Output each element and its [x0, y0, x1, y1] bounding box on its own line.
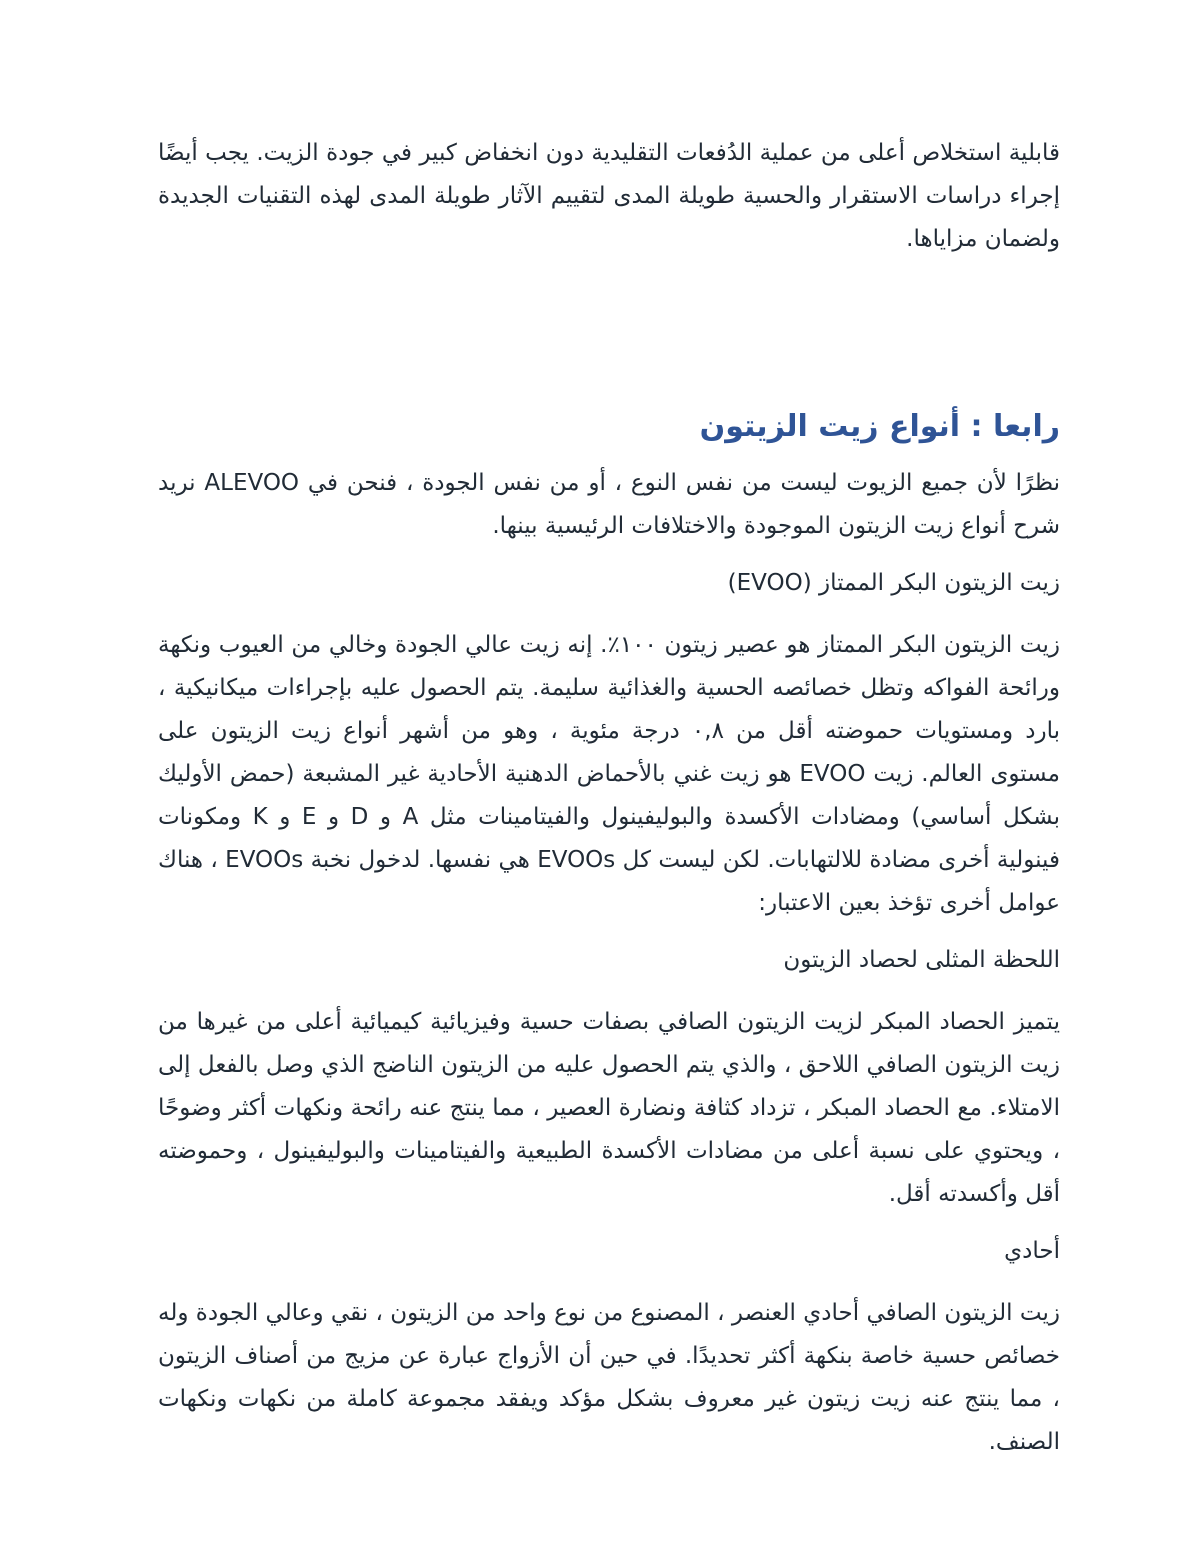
intro-paragraph: نظرًا لأن جميع الزيوت ليست من نفس النوع ، أو من نفس الجودة ، فنحن في ALEVOO نريد شرح أنواع زيت الزيتون الموجودة والاختلافات الرئيسية بينها. — [158, 470, 1060, 539]
subsection-title-harvest-moment: اللحظة المثلى لحصاد الزيتون — [783, 947, 1060, 974]
subsection-body-evoo: زيت الزيتون البكر الممتاز هو عصير زيتون ١٠٠٪. إنه زيت عالي الجودة وخالي من العيوب ونكهة ورائحة الفواكه وتظل خصائصه الحسية والغذائية سليمة. يتم الحصول عليه بإجراءات ميكانيكية ، بارد ومستويات حموضته أقل من ٠,٨ درجة مئوية ، وهو من أشهر أنواع زيت الزيتون على مستوى العالم. زيت EVOO هو زيت غني بالأحماض الدهنية الأحادية غير المشبعة (حمض الأوليك بشكل أساسي) ومضادات الأكسدة والبوليفينول والفيتامينات مثل A و D و E و K ومكونات فينولية أخرى مضادة للالتهابات. لكن ليست كل EVOOs هي نفسها. لدخول نخبة EVOOs ، هناك عوامل أخرى تؤخذ بعين الاعتبار: — [158, 632, 1060, 917]
section-heading: رابعا : أنواع زيت الزيتون — [699, 409, 1060, 444]
closing-paragraph: قابلية استخلاص أعلى من عملية الدُفعات التقليدية دون انخفاض كبير في جودة الزيت. يجب أيضًا إجراء دراسات الاستقرار والحسية طويلة المدى لتقييم الآثار طويلة المدى لهذه التقنيات الجديدة ولضمان مزاياها. — [158, 140, 1060, 252]
subsection-body-monovarietal: زيت الزيتون الصافي أحادي العنصر ، المصنوع من نوع واحد من الزيتون ، نقي وعالي الجودة وله خصائص حسية خاصة بنكهة أكثر تحديدًا. في حين أن الأزواج عبارة عن مزيج من أصناف الزيتون ، مما ينتج عنه زيت زيتون غير معروف بشكل مؤكد ويفقد مجموعة كاملة من نكهات ونكهات الصنف. — [158, 1300, 1060, 1456]
subsection-title-monovarietal: أحادي — [1004, 1238, 1060, 1265]
subsection-title-evoo: زيت الزيتون البكر الممتاز (EVOO) — [727, 570, 1060, 596]
subsection-body-harvest-moment: يتميز الحصاد المبكر لزيت الزيتون الصافي بصفات حسية وفيزيائية كيميائية أعلى من غيرها من زيت الزيتون الصافي اللاحق ، والذي يتم الحصول عليه من الزيتون الناضج الذي وصل بالفعل إلى الامتلاء. مع الحصاد المبكر ، تزداد كثافة ونضارة العصير ، مما ينتج عنه رائحة ونكهات أكثر وضوحًا ، ويحتوي على نسبة أعلى من مضادات الأكسدة الطبيعية والفيتامينات والبوليفينول ، وحموضته أقل وأكسدته أقل. — [158, 1009, 1060, 1208]
